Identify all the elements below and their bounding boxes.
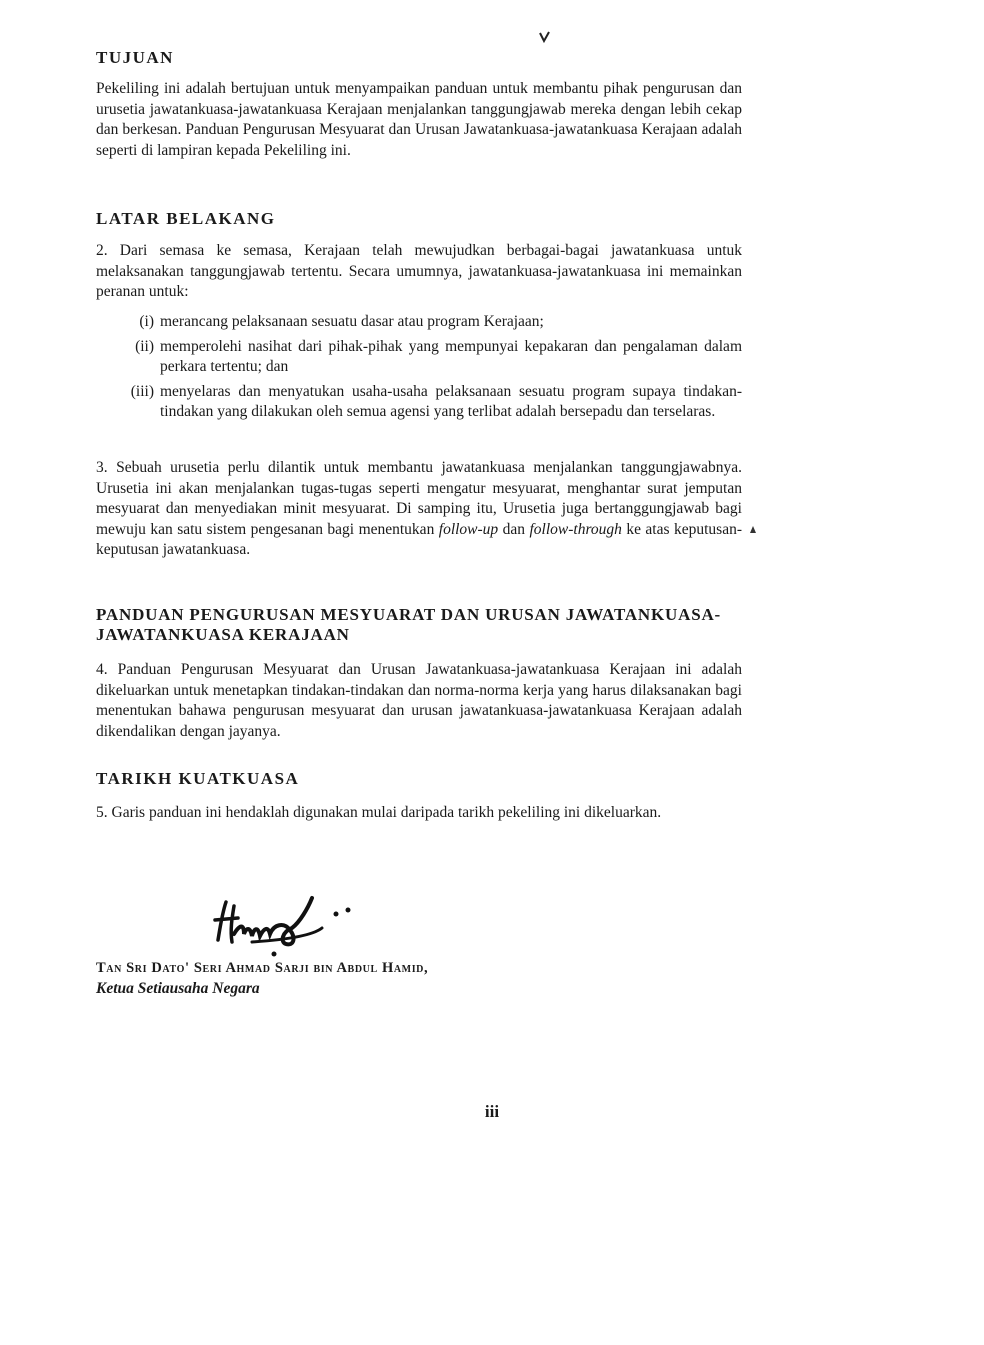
paragraph-2: 2. Dari semasa ke semasa, Kerajaan telah mewujudkan berbagai-bagai jawatankuasa untuk melaksanakan tanggungjawab tertentu. Secara umumnya, jawatankuasa-jawatankuasa ini memainkan peranan untuk:: [96, 242, 742, 300]
handwritten-signature: [212, 888, 372, 968]
signatory-name: Tan Sri Dato' Seri Ahmad Sarji bin Abdul Hamid,: [96, 960, 429, 976]
heading-tujuan: TUJUAN: [96, 48, 174, 67]
paragraph-tujuan: Pekeliling ini adalah bertujuan untuk menyampaikan panduan untuk membantu pihak pengurusan dan urusetia jawatankuasa-jawatankuasa Kerajaan menjalankan tanggungjawab mereka dengan lebih cekap dan berkesan. Panduan Pengurusan Mesyuarat dan Urusan Jawatankuasa-jawatankuasa Kerajaan adalah seperti di lampiran kepada Pekeliling ini.: [96, 80, 742, 159]
list-item: (ii) memperolehi nasihat dari pihak-pihak yang mempunyai kepakaran dan pengalaman dalam perkara tertentu; dan: [135, 337, 742, 375]
scan-mark-right: [746, 524, 760, 538]
paragraph-5: 5. Garis panduan ini hendaklah digunakan mulai daripada tarikh pekeliling ini dikeluarkan.: [96, 804, 662, 821]
page-number: iii: [484, 1102, 500, 1121]
paragraph-4: 4. Panduan Pengurusan Mesyuarat dan Urusan Jawatankuasa-jawatankuasa Kerajaan ini adalah dikeluarkan untuk menetapkan tindakan-tindakan dan norma-norma kerja yang harus dilaksanakan bagi menentukan bahawa pengurusan mesyuarat dan urusan jawatankuasa-jawatankuasa Kerajaan adalah dikendalikan dengan jayanya.: [96, 661, 742, 740]
heading-tarikh-kuatkuasa: TARIKH KUATKUASA: [96, 769, 300, 788]
signatory-title: Ketua Setiausaha Negara: [96, 980, 260, 997]
list-item: (i) merancang pelaksanaan sesuatu dasar atau program Kerajaan;: [139, 313, 544, 330]
scan-mark-top: [538, 30, 552, 44]
roles-list: [96, 312, 742, 427]
paragraph-3: 3. Sebuah urusetia perlu dilantik untuk membantu jawatankuasa menjalankan tanggungjawabnya. Urusetia ini akan menjalankan tugas-tugas seperti mengatur mesyuarat, menghantar surat jemputan mesyuarat dan menyediakan minit mesyuarat. Di samping itu, Urusetia juga bertanggungjawab bagi mewuju kan satu sistem pengesanan bagi menentukan follow-up dan follow-through ke atas keputusan-keputusan jawatankuasa.: [96, 459, 742, 558]
list-item: (iii) menyelaras dan menyatukan usaha-usaha pelaksanaan sesuatu program supaya tindakan-tindakan yang dilakukan oleh semua agensi yang terlibat adalah bersepadu dan terselaras.: [130, 382, 742, 420]
heading-panduan: PANDUAN PENGURUSAN MESYUARAT DAN URUSAN JAWATANKUASA- JAWATANKUASA KERAJAAN: [96, 605, 721, 644]
heading-latar-belakang: LATAR BELAKANG: [96, 209, 276, 228]
